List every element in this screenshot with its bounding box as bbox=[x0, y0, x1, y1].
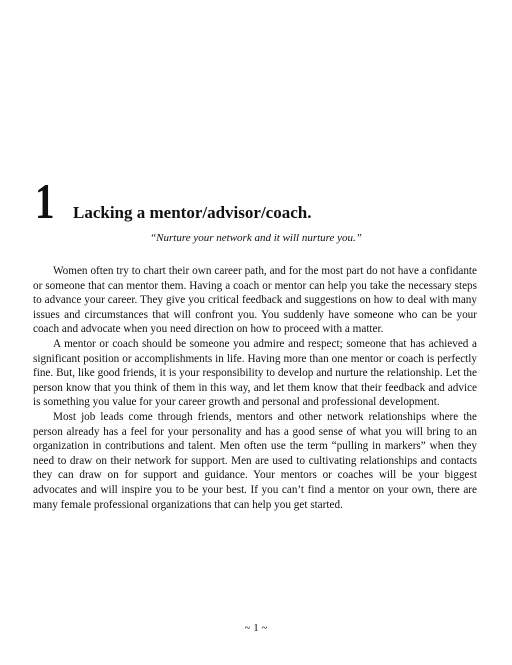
paragraph: Women often try to chart their own career path, and for the most part do not have a confidante or someone that can mentor them. Having a coach or mentor can help you take the necessary steps to advance your career. They give you critical feedback and suggestions on how to deal with many issues and circumstances that will confront you. You suddenly have someone who can be your coach and advocate when you need direction on how to proceed with a matter. bbox=[33, 265, 477, 336]
body-text bbox=[33, 264, 477, 512]
chapter-number: 1 bbox=[35, 173, 55, 229]
paragraph: Most job leads come through friends, mentors and other network relationships where the person already has a feel for your personality and has a good sense of what you will bring to an organization in contributions and talent. Men often use the term “pulling in markers” when they need to draw on their network for support. Men are used to cultivating relationships and contacts they can draw on for support and guidance. Your mentors or coaches will be your biggest advocates and will inspire you to be your best. If you can’t find a mentor on your own, there are many female professional organizations that can help you get started. bbox=[33, 410, 477, 511]
epigraph-quote: “Nurture your network and it will nurture you.” bbox=[150, 232, 362, 244]
page-number: ~ 1 ~ bbox=[244, 622, 268, 634]
paragraph: A mentor or coach should be someone you admire and respect; someone that has achieved a significant position or accomplishments in life. Having more than one mentor or coach is perfectly fine. But, like good friends, it is your responsibility to develop and nurture the relationship. Let the person know that you think of them in this way, and let them know that their feedback and advice is something you value for your career growth and personal and professional development. bbox=[33, 337, 477, 409]
chapter-heading bbox=[35, 173, 495, 229]
chapter-title: Lacking a mentor/advisor/coach. bbox=[73, 203, 312, 222]
